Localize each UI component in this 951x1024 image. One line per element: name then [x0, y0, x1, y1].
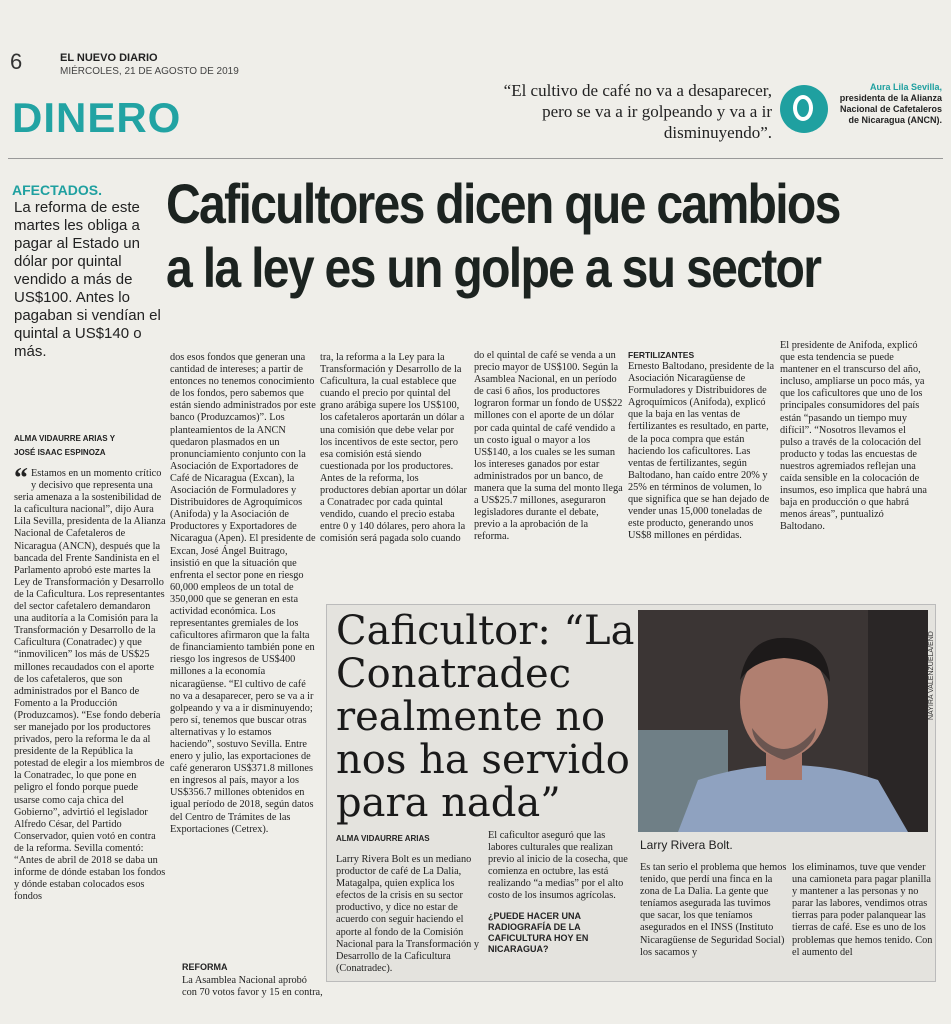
- page-number: 6: [10, 49, 23, 74]
- reforma-text: La Asamblea Nacional aprobó con 70 votos favor y 15 en contra,: [182, 975, 323, 999]
- box-column: Larry Rivera Bolt es un mediano productor de café de La Dalia, Matagalpa, quien explica los efectos de la crisis en su sector productivo, y dice no estar de acuerdo con seguir haciendo el aporte al fondo de la Comisión Nacional para la Transformación y Desarrollo de la Caficultura (Conatradec).: [336, 854, 479, 974]
- byline-line: ALMA VIDAURRE ARIAS Y: [14, 434, 116, 443]
- portrait-photo: [638, 610, 928, 832]
- photo-caption: Larry Rivera Bolt.: [640, 838, 733, 852]
- byline: [14, 432, 115, 460]
- box-column: [488, 830, 636, 980]
- interview-question: ¿PUEDE HACER UNA RADIOGRAFÍA DE LA CAFICULTURA HOY EN NICARAGUA?: [488, 910, 589, 954]
- column-text: Estamos en un momento crítico y decisivo que representa una seria amenaza a la sostenibilidad de la caficultura nacional”, dijo Aura Lila Sevilla, presidenta de la Alianza Nacional de Cafetaleros de Nicaragua (ANCN), después que la bancada del Frente Sandinista en el Parlamento aprobó este martes la Ley de Transformación y Desarrollo de la Caficultura. Los representantes del sector cafetalero demandaron una auditoría a la Comisión para la Transformación y Desarrollo de la Caficultura (Conatradec) y que “inmovilicen” los más de US$25 millones recaudados con el aporte de los cafetaleros, que son administrados por el Banco de Fomento a la Producción (Produzcamos). “Ese fondo debería ser manejado por los productores privados, pero la reforma le da al presidente de la República la potestad de elegir a los miembros de la Conatradec, lo que pone en peligro el fondo porque puede usarse como caja chica del Gobierno”, advirtió el legislador Alfredo César, del Partido Conservador, quien votó en contra de la reforma. Sevilla comentó: “Antes de abril de 2018 se daba un informe de dónde estaban los fondos y dónde estaban colocados esos fondos: [14, 468, 166, 903]
- byline-line: JOSÉ ISAAC ESPINOZA: [14, 448, 106, 457]
- headline: [166, 172, 840, 300]
- top-pull-quote: “El cultivo de café no va a desaparecer, pero se va a ir golpeando y va a ir disminuyendo”.: [503, 81, 772, 142]
- column-text: El caficultor aseguró que las labores culturales que realizan previo al inicio de la cosecha, que comienza en octubre, las está realizando “a medias” por el alto costo de los insumos agrícolas.: [488, 830, 628, 902]
- issue-date: MIÉRCOLES, 21 DE AGOSTO DE 2019: [60, 66, 239, 77]
- aside-text: La reforma de este martes les obliga a pagar al Estado un dólar por quintal vendido a más de US$100. Antes lo pagaban si vendían el quintal a US$140 o más.: [14, 199, 161, 360]
- quote-attribution: [830, 82, 942, 126]
- column-text: Ernesto Baltodano, presidente de la Asociación Nicaragüense de Formuladores y Distribuidores de Agroquímicos (Anifoda), explicó que la baja en las ventas de fertilizantes es resultado, en parte, de la poca compra que están haciendo los caficultores. Las ventas de fertilizantes, según Baltodano, han caído entre 20% y 25% en términos de volumen, lo que significa que se han dejado de vender unas 15,000 toneladas de este producto, generando unos US$8 millones en pérdidas.: [628, 361, 775, 542]
- headline-line: Caficultores dicen que cambios: [166, 172, 840, 235]
- section-title: DINERO: [12, 94, 182, 141]
- quote-role: presidenta de la Alianza Nacional de Cafetaleros de Nicaragua (ANCN).: [839, 93, 942, 125]
- article-column: El presidente de Anifoda, explicó que esta tendencia se puede mantener en el transcurso del año, incluso, ampliarse un poco más, ya que los caficultores que uno de los principales consumidores del país están “pasando un tiempo muy difícil”. “Nosotros llevamos el pulso a través de la colocación del producto y todas las encuestas de nuestros agremiados reflejan una caída sensible en la colocación de insumos, eso implica que habrá una baja en producción o que habrá menos áreas”, puntualizó Baltodano.: [780, 340, 927, 533]
- article-column: [628, 348, 776, 600]
- quote-name: Aura Lila Sevilla,: [869, 82, 942, 92]
- portrait-image: [638, 610, 928, 832]
- box-byline: ALMA VIDAURRE ARIAS: [336, 834, 430, 843]
- box-column: Es tan serio el problema que hemos tenido, que perdí una finca en la zona de La Dalia. La gente que teníamos asegurada las tuvimos que sacar, los que teníamos asegurados en el INSS (Instituto Nicaragüense de Seguridad Social) los sacamos y: [640, 862, 787, 958]
- photo-credit: NAYIRA VALENZUELA/END: [928, 631, 935, 720]
- article-column: tra, la reforma a la Ley para la Transformación y Desarrollo de la Caficultura, la cual establece que cuando el precio por quintal del grano arábiga supere los US$100, los cafetaleros aportarán un dólar a una comisión que debe velar por los incentivos de este sector, pero esa comisión está siendo cuestionada por los productores. Antes de la reforma, los productores debían aportar un dólar a Conatradec por cada quintal vendido, cuando el precio estaba entre 0 y 140 dólares, pero ahora la comisión será pagada solo cuando: [320, 352, 467, 545]
- article-column: [170, 352, 318, 998]
- divider: [8, 158, 943, 159]
- column-text: dos esos fondos que generan una cantidad de intereses; a partir de entonces no tenemos conocimiento de los fondos, pero sabemos que están siendo administrados por este banco (Produzcamos)”. Los planteamientos de la ANCN quedaron plasmados en un pronunciamiento conjunto con la Asociación de Exportadores de Café de Nicaragua (Excan), la Asociación de Formuladores y Distribuidores de Agroquímicos (Anifoda) y la Asociación de Productores y Exportadores de Nicaragua (Apen). El presidente de Excan, José Ángel Buitrago, insistió en que la situación que enfrenta el sector pone en riesgo 60,000 empleos de un total de 350,000 que se generan en esta actividad económica. Los representantes gremiales de los caficultores afirmaron que la falta de financiamiento también pone en riesgo los ingresos de US$400 millones a la economía nicaragüense. “El cultivo de café no va a desaparecer, pero se va a ir golpeando y va a ir disminuyendo; pero sí, tenemos que buscar otras alternativas y lo estamos haciendo”, sostuvo Sevilla. Entre enero y julio, las exportaciones de café generaron US$371.8 millones en ingresos al país, mayor a los US$356.7 millones obtenidos en igual período de 2018, según datos del Centro de Trámites de las Exportaciones (Cetrex).: [170, 352, 316, 835]
- aside-label: AFECTADOS.: [12, 182, 102, 198]
- quote-mark-icon: “: [14, 468, 28, 494]
- subhead-fertilizantes: FERTILIZANTES: [628, 350, 695, 360]
- masthead: EL NUEVO DIARIO: [60, 52, 158, 64]
- box-column: los eliminamos, tuve que vender una camioneta para pagar planilla y mantener a las personas y no parar las labores, vendimos otras tierras para poder palanquear las tierras de café. Ese es uno de los problemas que hemos tenido. Con el aumento del: [792, 862, 933, 958]
- headline-line: a la ley es un golpe a su sector: [166, 236, 821, 299]
- box-title: Caficultor: “La Conatradec realmente no nos ha servido para nada”: [336, 608, 635, 826]
- article-column: [14, 468, 166, 998]
- quote-icon: [780, 85, 828, 133]
- subhead-reforma: REFORMA: [182, 962, 228, 972]
- article-column: do el quintal de café se venda a un precio mayor de US$100. Según la Asamblea Nacional, en un período de casi 6 años, los productores lograron formar un fondo de US$22 millones con el aporte de un dólar por cada quintal de café vendido a un costo igual o mayor a los US$140, a los cuales se les suman los intereses ganados por estar administrados por un banco, de manera que la suma del monto llega a US$25.7 millones, aseguraron legisladores durante el debate, previo a la aprobación de la reforma.: [474, 350, 623, 543]
